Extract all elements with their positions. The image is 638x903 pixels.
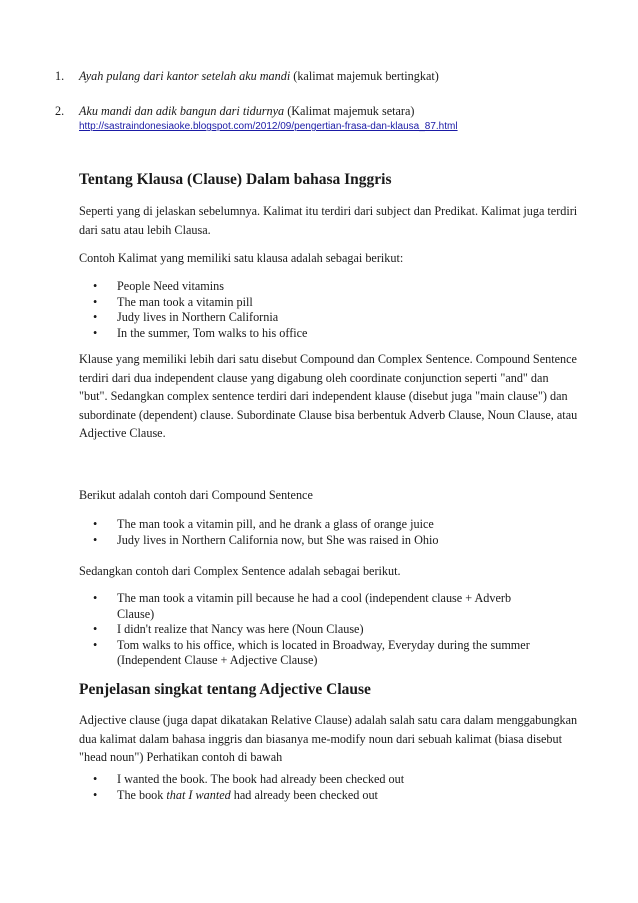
- paragraph: Berikut adalah contoh dari Compound Sentence: [79, 488, 313, 502]
- list-item: • The man took a vitamin pill: [79, 295, 579, 311]
- example-note: (kalimat majemuk bertingkat): [290, 69, 439, 83]
- bullet-list: [79, 517, 579, 548]
- clause-intro: [79, 202, 579, 239]
- complex-examples: [79, 591, 549, 669]
- bullet-list: [79, 772, 579, 803]
- adjective-clause-explanation: [79, 711, 579, 767]
- list-item: [79, 788, 579, 804]
- clause-section: [79, 170, 579, 190]
- list-item: • Tom walks to his office, which is located in Broadway, Everyday during the summer (Independent Clause + Adjective Clause): [79, 638, 549, 669]
- paragraph: Sedangkan contoh dari Complex Sentence adalah sebagai berikut.: [79, 564, 401, 578]
- paragraph: Seperti yang di jelaskan sebelumnya. Kalimat itu terdiri dari subject dan Predikat. Kalimat juga terdiri dari satu atau lebih Clausa.: [79, 204, 578, 237]
- compound-complex-explanation: [79, 350, 579, 443]
- item-text: [79, 67, 615, 86]
- item-number: 1.: [55, 69, 65, 83]
- sentence-end: had already been checked out: [230, 787, 378, 802]
- compound-examples: [79, 517, 579, 548]
- single-clause-intro: [79, 249, 579, 268]
- bullet-list: [79, 591, 549, 669]
- section-heading: Tentang Klausa (Clause) Dalam bahasa Inggris: [79, 171, 392, 188]
- list-item: • People Need vitamins: [79, 279, 579, 295]
- paragraph: Contoh Kalimat yang memiliki satu klausa adalah sebagai berikut:: [79, 251, 404, 265]
- item-number: 2.: [55, 104, 65, 118]
- numbered-item: [55, 102, 615, 121]
- item-text: [79, 102, 615, 121]
- sentence-start: The book: [117, 787, 167, 802]
- example-note: (Kalimat majemuk setara): [284, 104, 415, 118]
- numbered-item: [55, 67, 615, 86]
- section-heading: Penjelasan singkat tentang Adjective Clause: [79, 681, 371, 698]
- adjective-clause-examples: [79, 772, 579, 803]
- bullet-list: [79, 279, 579, 341]
- example-sentence: Ayah pulang dari kantor setelah aku mandi: [79, 69, 291, 83]
- paragraph: Klause yang memiliki lebih dari satu disebut Compound dan Complex Sentence. Compound Sentence terdiri dari dua independent clause yang digabung oleh coordinate conjunction seperti "and" dan "but". Sedangkan complex sentence terdiri dari independent klause (disebut juga "main clause") dan subordinate (dependent) clause. Subordinate Clause bisa berbentuk Adverb Clause, Noun Clause, atau Adjective Clause.: [79, 352, 578, 440]
- paragraph: Adjective clause (juga dapat dikatakan Relative Clause) adalah salah satu cara dalam menggabungkan dua kalimat dalam bahasa inggris dan biasanya me-modify noun dari sebuah kalimat (biasa disebut "head noun") Perhatikan contoh di bawah: [79, 713, 578, 764]
- source-link[interactable]: http://sastraindonesiaoke.blogspot.com/2012/09/pengertian-frasa-dan-klausa_87.html: [79, 121, 458, 132]
- complex-intro: [79, 562, 579, 581]
- relative-clause: that I wanted: [166, 787, 231, 802]
- list-item: • The man took a vitamin pill because he had a cool (independent clause + Adverb Clause): [79, 591, 549, 622]
- list-item: • The man took a vitamin pill, and he drank a glass of orange juice: [79, 517, 579, 533]
- single-clause-examples: [79, 279, 579, 341]
- list-item: • Judy lives in Northern California now, but She was raised in Ohio: [79, 533, 579, 549]
- example-sentence: Aku mandi dan adik bangun dari tidurnya: [79, 104, 285, 118]
- list-item: • I didn't realize that Nancy was here (Noun Clause): [79, 622, 549, 638]
- adjective-clause-section: [79, 680, 579, 700]
- list-item: • In the summer, Tom walks to his office: [79, 326, 579, 342]
- compound-intro: [79, 486, 579, 505]
- list-item: • I wanted the book. The book had already been checked out: [79, 772, 579, 788]
- list-item: • Judy lives in Northern California: [79, 310, 579, 326]
